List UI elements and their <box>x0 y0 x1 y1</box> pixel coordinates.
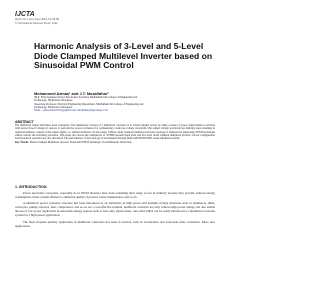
journal-header <box>15 11 59 25</box>
affiliation-line: Technology, Hyderabad, Telangana. <box>34 99 73 103</box>
abstract-section <box>15 120 215 145</box>
affiliation-line: Technology, Hyderabad, Telangana. <box>34 105 73 109</box>
introduction-section <box>15 185 215 230</box>
body-paragraph: Power electronic converters, especially dc/ac PWM inverters have been extending their range of use in industry because they provide reduced energy consumption, better system efficiency, enhanced quality of product, better maintenance, and so on. <box>15 191 215 200</box>
keywords <box>15 141 215 144</box>
affiliation-line: ¹M.E. Final Semester (Power Electronics Systems), Muffakham Jah College of Engineering and <box>34 96 138 99</box>
paper-title: Harmonic Analysis of 3-Level and 5-Level Diode Clamped Multilevel Inverter based on Sinusoidal PWM Control <box>34 41 213 71</box>
body-paragraph: A multilevel power converter structure has been introduced as an alternative in high power and medium voltage situations such as laminators, mills, conveyors, pumps, blowers, fans, compressors, and so on. As a cost-effective solution, multilevel converter not only achieve high power ratings, but also enable the use of low power application in renewable energy sources such as fuel cells, photovoltaic, and wind which can be easily interfaced to a multilevel converter system for a high power application. <box>15 201 215 218</box>
author-names: Mohammed Azmas¹ and J.T. Muzafidhar² <box>34 91 109 96</box>
abstract-heading: ABSTRACT <box>15 120 34 124</box>
introduction-heading: 1. INTRODUCTION <box>15 185 47 189</box>
keywords-label: Key Words: <box>15 141 30 145</box>
abstract-text: The multilevel began with three level converters. The elementary concept of a multilevel converter is to achieve higher power by using a series of power semiconductor switches with several lower voltage dc sources to perform the power conversion by synthesizing a staircase voltage waveform. The output voltage waveform has multiple steps resulting in reduced harmonic content of the output signal, i.e. smaller harmonic. In this paper, 3-Phase diode clamped multilevel inverter topology is analyzed by employing SPWM technique which controls the switching operation. This paper also shows the comparison of %THD between three level and five level diode clamped multilevel inverter. Circuit configuration and theoretical operation are also discussed. The performance of the topology is investigated through MATLAB/SIMULINK based simulation results. <box>15 124 215 141</box>
affiliation-line: ²Associate Professor, Electrical Engineering Department, Muffakham Jah College of Engineering and <box>34 102 144 106</box>
author-block <box>34 91 209 112</box>
journal-publisher-line: © International Sciences Press, India <box>15 21 58 25</box>
journal-name: IJCTA <box>15 11 35 18</box>
journal-issue-line: 9(14), No 1, Dec-June 2016, Pp 86-98 <box>15 18 59 21</box>
body-paragraph: The most frequent primary application of multilevel converters has been in traction, both in locomotives and track-side static converters. More new applications <box>15 219 215 228</box>
author-email[interactable]: Email – azmas.mohd7476@gmail.com, ²mzafidhar@mjcollege.ac.in <box>34 109 108 113</box>
keywords-text: Diode Clamped Multilevel Inverter, Sinusoidal PWM Technique, Total Harmonic Distortion. <box>29 141 132 145</box>
